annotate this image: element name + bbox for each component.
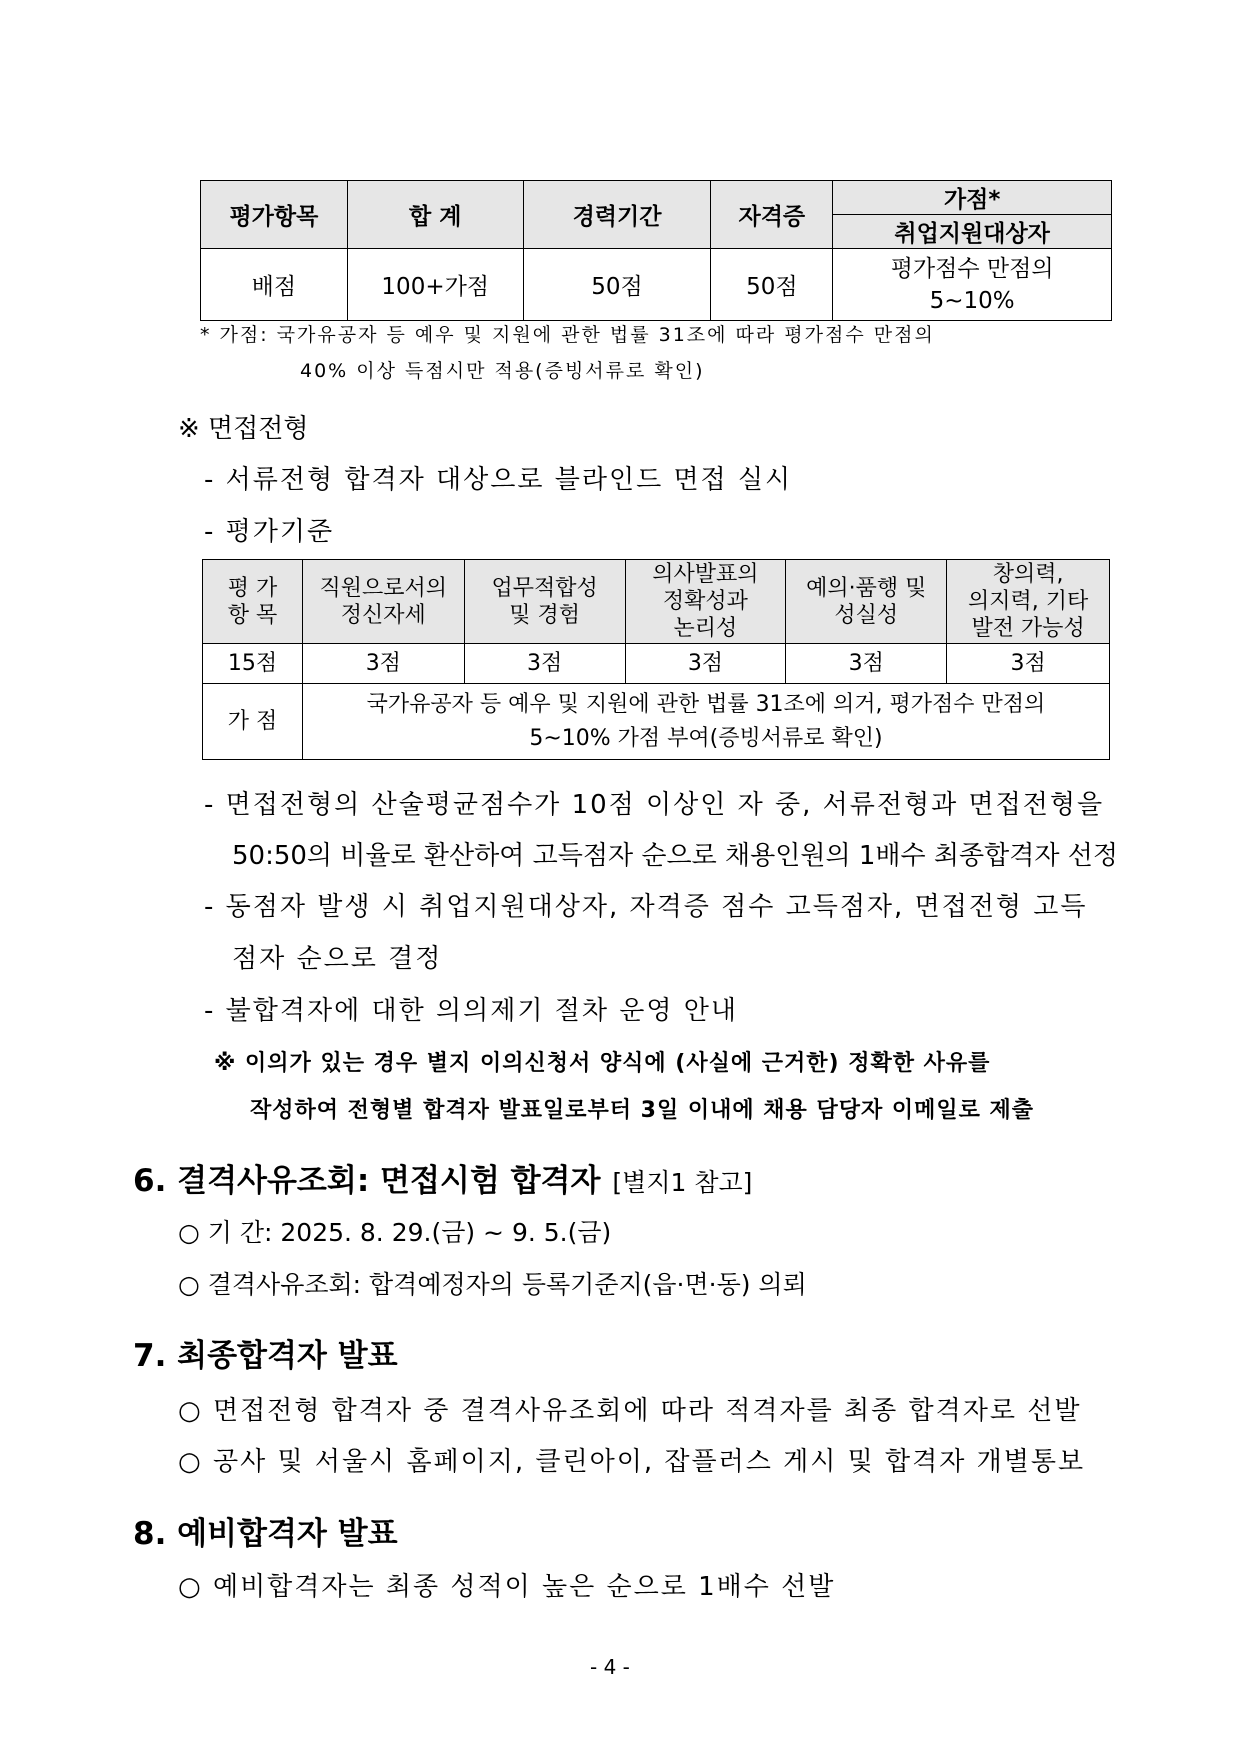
interview-heading: ※ 면접전형 — [178, 414, 309, 444]
objection-note-line-2: 작성하여 전형별 합격자 발표일로부터 3일 이내에 채용 담당자 이메일로 제출 — [250, 1098, 1035, 1123]
objection-note-line-1: ※ 이의가 있는 경우 별지 이의신청서 양식에 (사실에 근거한) 정확한 사유를 — [214, 1051, 991, 1076]
bonus-text-line2: 5~10% 가점 부여(증빙서류로 확인) — [529, 725, 883, 751]
footnote-line-2: 40% 이상 득점시만 적용(증빙서류로 확인) — [300, 360, 705, 382]
interview-bullet-3-line-1: - 면접전형의 산술평균점수가 10점 이상인 자 중, 서류전형과 면접전형을 — [204, 790, 1105, 820]
interview-bullet-1: - 서류전형 합격자 대상으로 블라인드 면접 실시 — [204, 465, 793, 495]
header-evaluation-item — [203, 560, 303, 644]
header-total: 합 계 — [347, 181, 523, 249]
section-6-ref: [별지1 참고] — [612, 1168, 753, 1197]
criterion-text: 업무적합성 — [491, 575, 598, 601]
bonus-text-line1: 국가유공자 등 예우 및 지원에 관한 법률 31조에 의거, 평가점수 만점의 — [366, 691, 1046, 717]
header-bonus: 가점* — [833, 181, 1112, 215]
section-6-title-text: 6. 결격사유조회: 면접시험 합격자 — [133, 1163, 601, 1199]
criterion-text: 정신자세 — [340, 602, 426, 628]
criterion-text: 및 경험 — [509, 602, 580, 628]
criterion-attitude — [302, 560, 464, 644]
cell-bonus — [833, 249, 1112, 321]
score-cell: 3점 — [302, 644, 464, 684]
bonus-description — [302, 684, 1109, 760]
criterion-text: 의지력, 기타 — [967, 589, 1089, 614]
row-label-score: 배점 — [201, 249, 348, 321]
criterion-text: 정확성과 — [662, 589, 748, 614]
criterion-text: 성실성 — [834, 602, 899, 628]
cell-career: 50점 — [523, 249, 711, 321]
footnote-line-1: * 가점: 국가유공자 등 예우 및 지원에 관한 법률 31조에 따라 평가점수 만점의 — [200, 324, 935, 346]
total-score: 15점 — [203, 644, 303, 684]
section-8-item-1: ○ 예비합격자는 최종 성적이 높은 순으로 1배수 선발 — [178, 1572, 836, 1602]
criterion-job-fit — [464, 560, 625, 644]
interview-bullet-4-line-2: 점자 순으로 결정 — [232, 944, 443, 974]
criterion-text: 의사발표의 — [652, 562, 759, 587]
bonus-label: 가 점 — [203, 684, 303, 760]
criterion-presentation — [625, 560, 786, 644]
header-evaluation-item: 평가항목 — [201, 181, 348, 249]
criterion-text: 창의력, — [992, 562, 1064, 587]
criterion-text: 직원으로서의 — [319, 575, 448, 601]
criterion-text: 논리성 — [673, 616, 738, 641]
header-certificate: 자격증 — [711, 181, 833, 249]
header-employment-support: 취업지원대상자 — [833, 215, 1112, 249]
cell-bonus-line1: 평가점수 만점의 — [890, 255, 1054, 282]
section-6-title — [133, 1155, 752, 1200]
interview-bullet-3-line-2: 50:50의 비율로 환산하여 고득점자 순으로 채용인원의 1배수 최종합격자 선정 — [232, 841, 1118, 871]
section-7-item-1: ○ 면접전형 합격자 중 결격사유조회에 따라 적격자를 최종 합격자로 선발 — [178, 1396, 1082, 1426]
section-6-item-1: ○ 기 간: 2025. 8. 29.(금) ~ 9. 5.(금) — [178, 1218, 612, 1247]
criterion-creativity — [947, 560, 1110, 644]
criterion-text: 발전 가능성 — [971, 616, 1085, 641]
header-career: 경력기간 — [523, 181, 711, 249]
section-6-item-2: ○ 결격사유조회: 합격예정자의 등록기준지(읍·면·동) 의뢰 — [178, 1270, 807, 1299]
interview-criteria-table — [202, 559, 1110, 760]
page-number: - 4 - — [590, 1655, 630, 1679]
interview-bullet-2: - 평가기준 — [204, 517, 335, 547]
score-cell: 3점 — [947, 644, 1110, 684]
cell-total: 100+가점 — [347, 249, 523, 321]
cell-certificate: 50점 — [711, 249, 833, 321]
interview-bullet-5: - 불합격자에 대한 의의제기 절차 운영 안내 — [204, 996, 738, 1026]
score-cell: 3점 — [786, 644, 947, 684]
section-7-item-2: ○ 공사 및 서울시 홈페이지, 클린아이, 잡플러스 게시 및 합격자 개별통보 — [178, 1447, 1086, 1477]
header-label-line2: 항 목 — [227, 602, 278, 628]
score-cell: 3점 — [464, 644, 625, 684]
score-cell: 3점 — [625, 644, 786, 684]
criterion-manners — [786, 560, 947, 644]
cell-bonus-line2: 5~10% — [929, 287, 1015, 314]
header-label-line1: 평 가 — [227, 575, 278, 601]
score-table — [200, 180, 1112, 321]
section-7-title: 7. 최종합격자 발표 — [133, 1338, 398, 1374]
criterion-text: 예의·품행 및 — [806, 575, 927, 601]
section-8-title: 8. 예비합격자 발표 — [133, 1516, 398, 1552]
interview-bullet-4-line-1: - 동점자 발생 시 취업지원대상자, 자격증 점수 고득점자, 면접전형 고득 — [204, 892, 1088, 922]
